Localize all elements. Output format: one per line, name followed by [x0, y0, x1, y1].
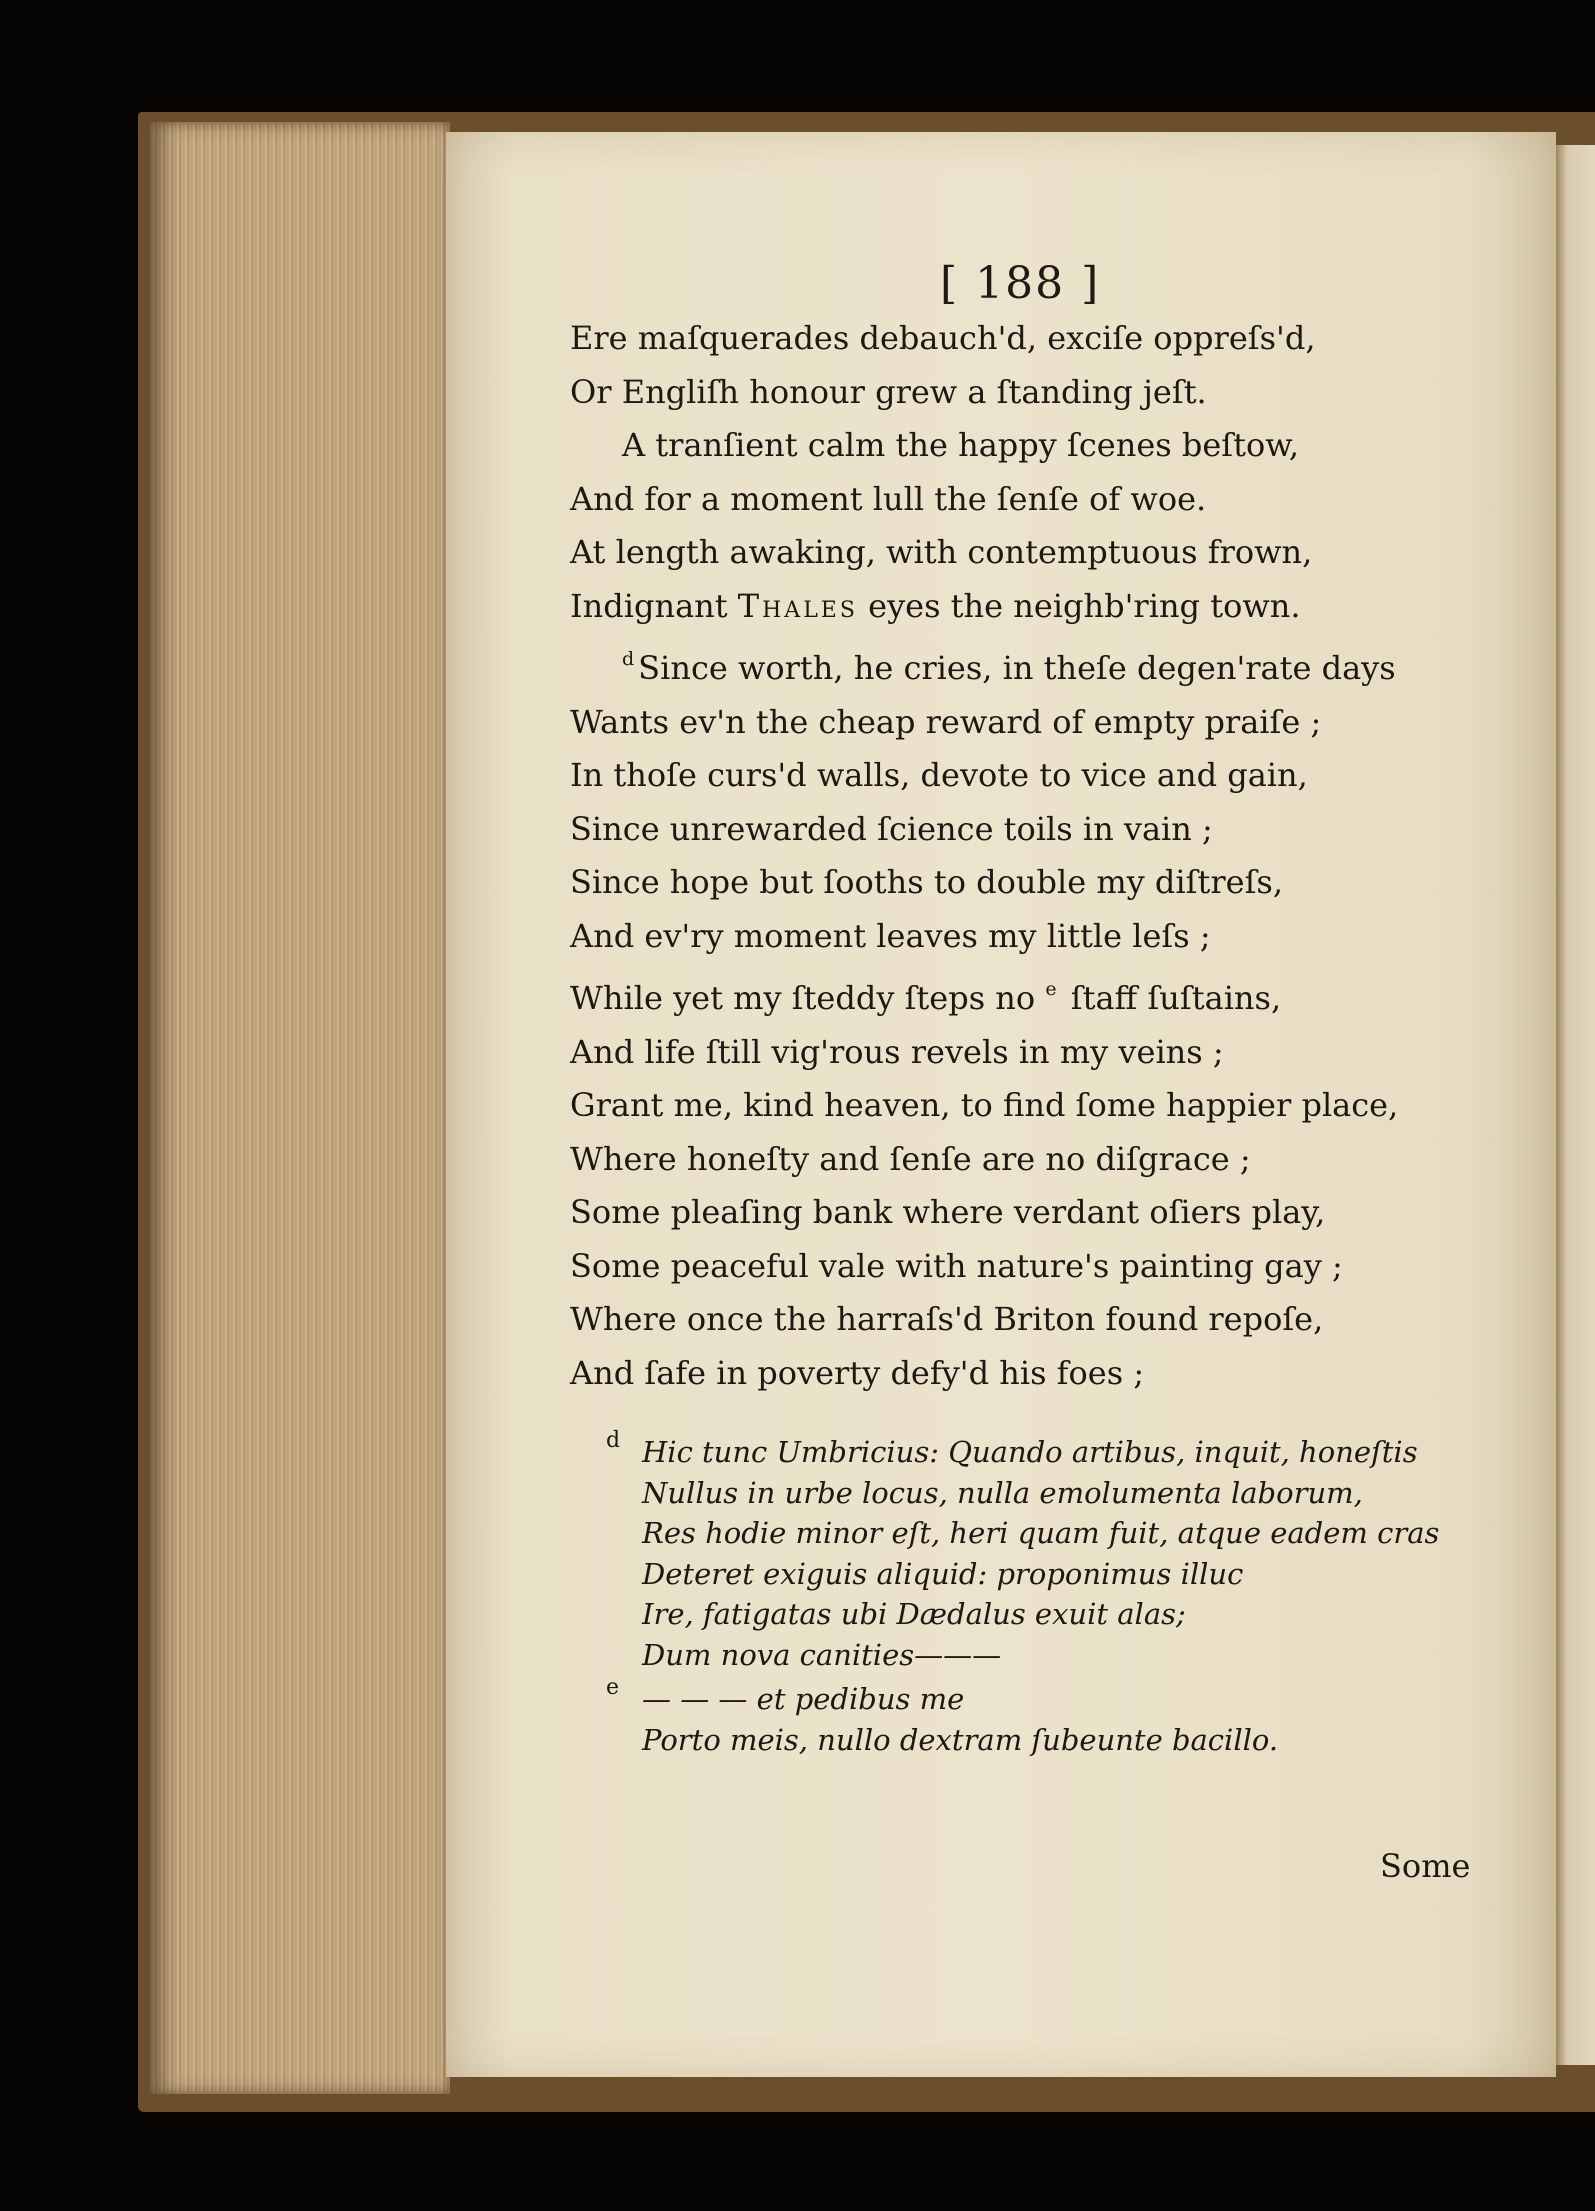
facing-page-edge — [1556, 145, 1595, 2065]
verse-line — [570, 1293, 1470, 1347]
verse-line — [570, 419, 1470, 473]
catchword: Some — [1380, 1847, 1471, 1885]
footnote-line: Deteret exiguis aliquid: proponimus illuc — [642, 1556, 1244, 1591]
footnote-line: Nullus in urbe locus, nulla emolumenta laborum, — [642, 1475, 1363, 1510]
verse-text: And ev'ry moment leaves my little leſs ; — [570, 916, 1211, 955]
footnote-line: — — — et pedibus me — [642, 1682, 965, 1716]
poem-verse — [570, 312, 1470, 1400]
verse-text: Where honeſty and ſenſe are no diſgrace ; — [570, 1139, 1251, 1178]
verse-text: eyes the neighb'ring town. — [857, 586, 1301, 625]
verse-text: Since unrewarded ſcience toils in vain ; — [570, 809, 1213, 848]
verse-line — [570, 366, 1470, 420]
verse-text: Since hope but ſooths to double my diſtreſs, — [570, 863, 1283, 901]
verse-text: While yet my ſteddy ſteps no — [570, 979, 1046, 1017]
footnote — [606, 1428, 1506, 1675]
verse-line — [570, 1186, 1470, 1240]
verse-text: Where once the harraſs'd Briton found repoſe, — [570, 1300, 1324, 1338]
verse-text: A tranſient calm the happy ſcenes beſtow, — [622, 426, 1300, 464]
verse-line — [570, 963, 1470, 1026]
verse-text: ſtaff ſuſtains, — [1060, 979, 1282, 1017]
footnote-line: Porto meis, nullo dextram ſubeunte bacillo. — [642, 1722, 1279, 1757]
verse-text: Grant me, kind heaven, to find ſome happier place, — [570, 1086, 1399, 1124]
verse-text: At length awaking, with contemptuous frown, — [570, 533, 1313, 571]
verse-line — [570, 856, 1470, 910]
footnote-mark: d — [622, 648, 635, 670]
verse-text: Some pleaſing bank where verdant oſiers play, — [570, 1193, 1326, 1231]
verse-line — [570, 526, 1470, 580]
verse-text: Or Engliſh honour grew a ſtanding jeſt. — [570, 372, 1207, 411]
footnote-mark: e — [606, 1675, 620, 1700]
verse-line — [570, 1347, 1470, 1401]
verse-line — [570, 749, 1470, 803]
verse-line — [570, 473, 1470, 527]
verse-line — [570, 1026, 1470, 1080]
verse-text: In thoſe curs'd walls, devote to vice and gain, — [570, 756, 1308, 794]
footnote-line: Res hodie minor eſt, heri quam fuit, atque eadem cras — [642, 1516, 1440, 1550]
verse-text: Wants ev'n the cheap reward of empty praiſe ; — [570, 702, 1322, 741]
verse-text: Ere maſquerades debauch'd, exciſe oppreſs'd, — [570, 319, 1316, 357]
verse-text: Some peaceful vale with nature's painting gay ; — [570, 1246, 1343, 1285]
page-edges — [150, 122, 450, 2094]
footnote-mark: d — [606, 1428, 621, 1453]
verse-text: And life ſtill vig'rous revels in my veins ; — [570, 1032, 1224, 1071]
verse-text: And for a moment lull the ſenſe of woe. — [570, 479, 1207, 518]
verse-line — [570, 1079, 1470, 1133]
verse-text: Since worth, he cries, in theſe degen'rate days — [638, 649, 1396, 687]
footnote-line: Hic tunc Umbricius: Quando artibus, inquit, honeſtis — [642, 1435, 1418, 1469]
verse-text: And ſafe in poverty defy'd his foes ; — [570, 1353, 1145, 1392]
footnote-line: Dum nova canities——— — [642, 1637, 1002, 1672]
verse-line — [570, 696, 1470, 750]
verse-line — [570, 580, 1470, 634]
verse-name: Thales — [737, 586, 858, 625]
verse-line — [570, 803, 1470, 857]
verse-line — [570, 1240, 1470, 1294]
verse-line — [570, 633, 1470, 696]
verse-line — [570, 910, 1470, 964]
verse-line — [570, 312, 1470, 366]
footnote — [606, 1675, 1506, 1760]
footnote-mark: e — [1045, 978, 1057, 1000]
verse-text: Indignant — [570, 586, 738, 625]
footnotes — [606, 1428, 1506, 1760]
footnote-line: Ire, fatigatas ubi Dædalus exuit alas; — [642, 1597, 1186, 1631]
page-number-header: [ 188 ] — [940, 258, 1101, 309]
verse-line — [570, 1133, 1470, 1187]
